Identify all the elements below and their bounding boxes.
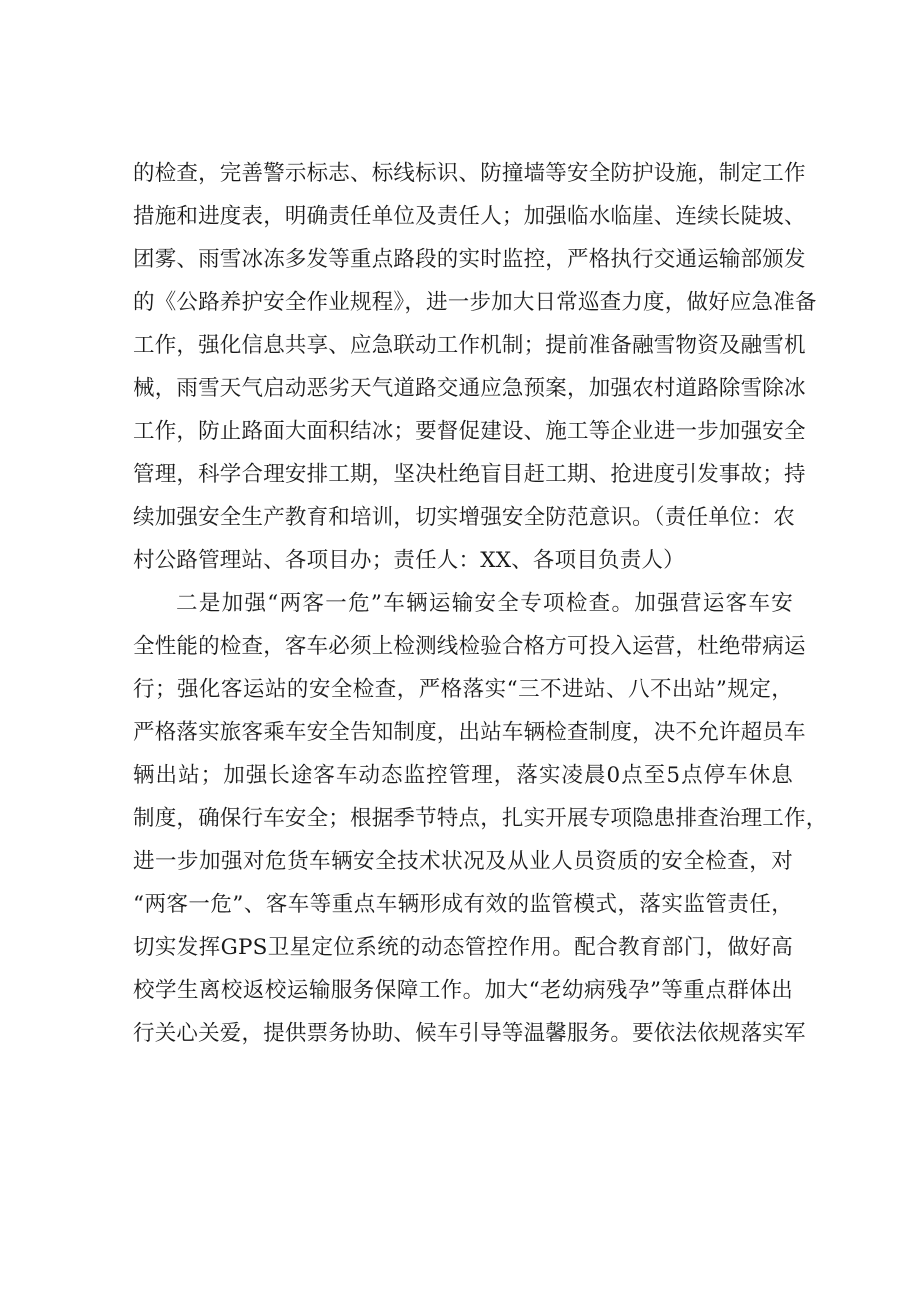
text-line: 全性能的检查，客车必须上检测线检验合格方可投入运营，杜绝带病运 [133,634,806,659]
text-line: 的《公路养护安全作业规程》，进一步加大日常巡查力度，做好应急准备 [133,290,817,315]
text-line: 续加强安全生产教育和培训，切实增强安全防范意识。（责任单位：农 [133,505,795,530]
text-line: 进一步加强对危货车辆安全技术状况及从业人员资质的安全检查，对 [133,849,793,874]
text-line: 械，雨雪天气启动恶劣天气道路交通应急预案，加强农村道路除雪除冰 [133,376,806,401]
text-line: 工作，防止路面大面积结冰；要督促建设、施工等企业进一步加强安全 [133,419,806,444]
text-line: 切实发挥GPS卫星定位系统的动态管控作用。配合教育部门，做好高 [133,935,793,960]
text-line: 行关心关爱，提供票务协助、候车引导等温馨服务。要依法依规落实军 [133,1021,806,1046]
text-line: 校学生离校返校运输服务保障工作。加大“老幼病残孕”等重点群体出 [133,978,793,1003]
text-line: 行；强化客运站的安全检查，严格落实“三不进站、八不出站”规定， [133,677,793,702]
text-line: 的检查，完善警示标志、标线标识、防撞墙等安全防护设施，制定工作 [133,161,806,186]
text-line: 团雾、雨雪冰冻多发等重点路段的实时监控，严格执行交通运输部颁发 [133,247,806,272]
text-line: 措施和进度表，明确责任单位及责任人；加强临水临崖、连续长陡坡、 [133,204,806,229]
text-line: 辆出站；加强长途客车动态监控管理，落实凌晨0点至5点停车休息 [133,763,793,788]
text-line: 村公路管理站、各项目办；责任人：XX、各项目负责人） [133,548,685,573]
text-line: “两客一危”、客车等重点车辆形成有效的监管模式，落实监管责任， [133,892,793,917]
text-line: 管理，科学合理安排工期，坚决杜绝盲目赶工期、抢进度引发事故；持 [133,462,806,487]
text-line: 工作，强化信息共享、应急联动工作机制；提前准备融雪物资及融雪机 [133,333,806,358]
text-line: 二是加强“两客一危”车辆运输安全专项检查。加强营运客车安 [176,591,793,616]
text-line: 制度，确保行车安全；根据季节特点，扎实开展专项隐患排查治理工作， [133,806,828,831]
text-line: 严格落实旅客乘车安全告知制度，出站车辆检查制度，决不允许超员车 [133,720,806,745]
